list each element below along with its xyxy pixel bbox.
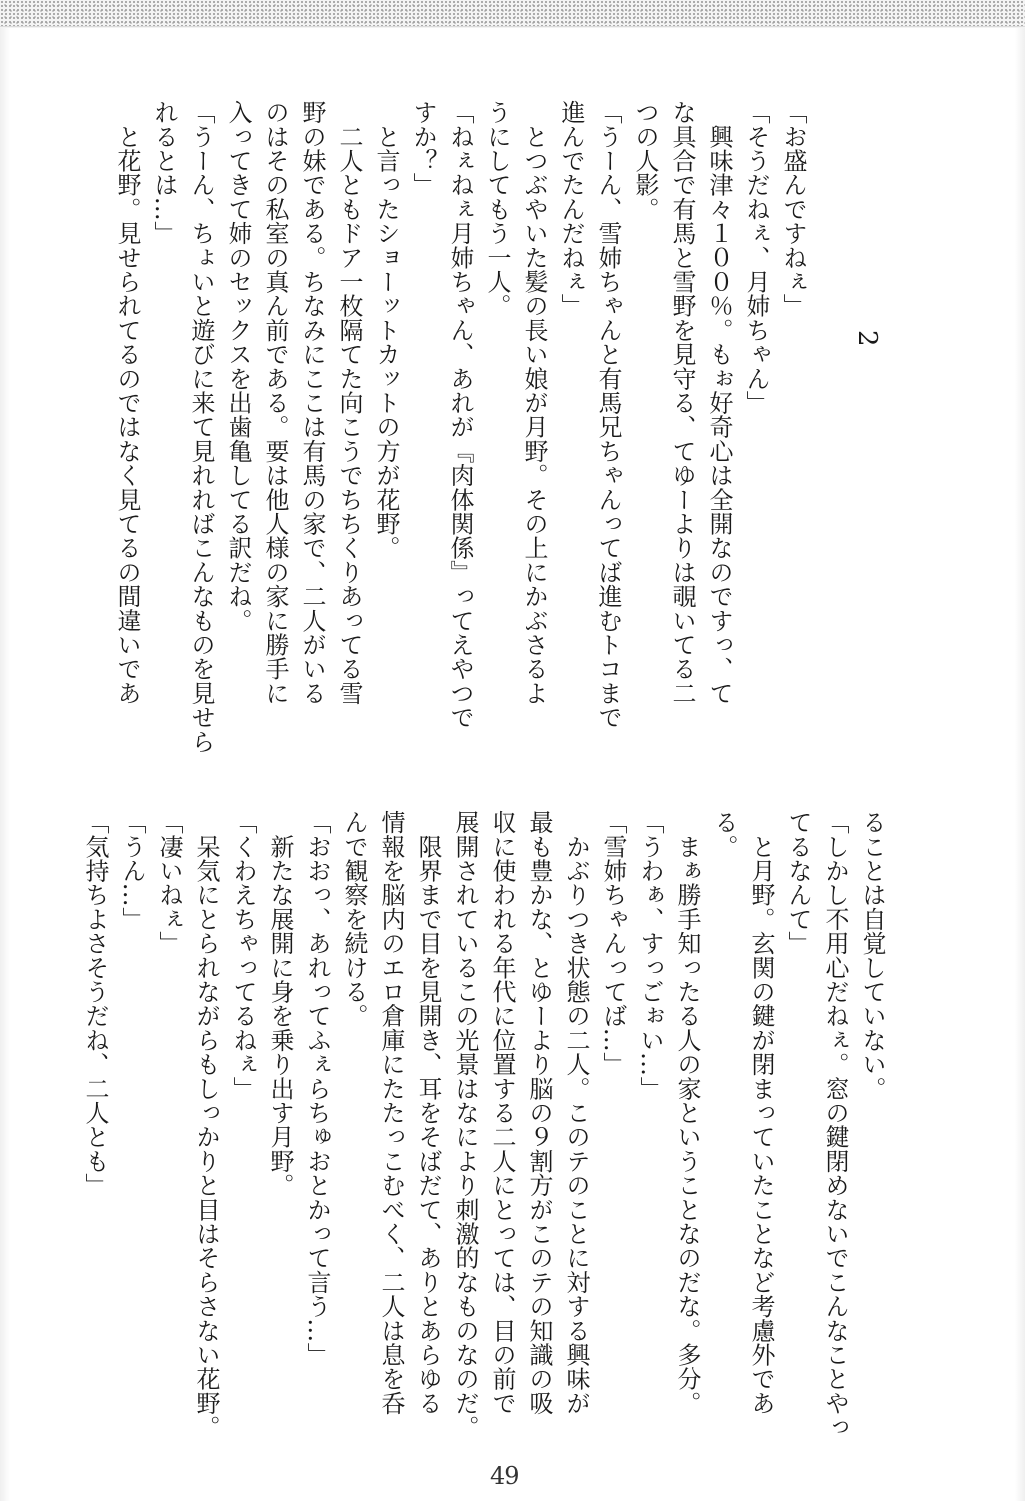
text-line: と花野。見せられてるのではなく見てるの間違いであ [113, 100, 141, 705]
text-line: 「しかし不用心だねぇ。窓の鍵閉めないでこんなことやっ [821, 810, 849, 1440]
text-line: とつぶやいた髪の長い娘が月野。その上にかぶさるよ [520, 100, 548, 705]
text-line: ることは自覚していない。 [858, 810, 886, 1101]
text-line: 最も豊かな、とゆーより脳の９割方がこのテの知識の吸 [525, 810, 553, 1415]
right-page-edge [1015, 28, 1025, 1501]
text-line: と言ったショーットカットの方が花野。 [372, 100, 400, 560]
text-line: てるなんて」 [784, 810, 812, 956]
text-line: 「うーん、ちょいと遊びに来て見れればこんなものを見せら [187, 100, 215, 754]
text-line: 入ってきて姉のセックスを出歯亀してる訳だね。 [224, 100, 252, 633]
text-line: 「そうだねぇ、月姉ちゃん」 [742, 100, 770, 415]
text-line: 「おおっ、あれってふぇらちゅおとかって言う…」 [303, 810, 331, 1367]
bottom-text-block [76, 810, 890, 1470]
text-line: れるとは…」 [150, 100, 178, 246]
text-line: 呆気にとられながらもしっかりと目はそらさない花野。 [192, 810, 220, 1440]
text-line: 情報を脳内のエロ倉庫にたたっこむべく、二人は息を呑 [377, 810, 405, 1415]
text-line: 「うーん、雪姉ちゃんと有馬兄ちゃんってば進むトコまで [594, 100, 622, 730]
text-line: 「気持ちよさそうだね、二人とも」 [81, 810, 109, 1198]
text-line: んで観察を続ける。 [340, 810, 368, 1028]
top-text-block [108, 100, 885, 760]
text-line: 野の妹である。ちなみにここは有馬の家で、二人がいる [298, 100, 326, 705]
text-line: 「凄いねぇ」 [155, 810, 183, 956]
text-line: つの人影。 [631, 100, 659, 221]
text-line: 進んでたんだねぇ」 [557, 100, 585, 318]
left-page-edge [0, 28, 10, 1501]
text-line: 「お盛んですねぇ」 [779, 100, 807, 318]
text-line: 二人ともドア一枚隔てた向こうでちちくりあってる雪 [335, 100, 363, 705]
text-line: る。 [710, 810, 738, 859]
text-line: な具合で有馬と雪野を見守る、てゆーよりは覗いてる二 [668, 100, 696, 705]
text-line: すか？」 [409, 100, 437, 197]
text-line: かぶりつき状態の二人。このテのことに対する興味が [562, 810, 590, 1415]
top-border-shadow [0, 26, 1025, 28]
section-number: 2 [852, 330, 882, 347]
text-line [811, 100, 848, 760]
text-line: 収に使われる年代に位置する二人にとっては、目の前で [488, 810, 516, 1415]
text-line: 興味津々１００％。もぉ好奇心は全開なのですっ、て [705, 100, 733, 705]
text-line: 新たな展開に身を乗り出す月野。 [266, 810, 294, 1198]
text-line: 「うん…」 [118, 810, 146, 931]
text-line: うにしてもう一人。 [483, 100, 511, 318]
dotted-top-border [0, 0, 1025, 26]
text-line: 限界まで目を見開き、耳をそばだて、ありとあらゆる [414, 810, 442, 1415]
page-number: 49 [490, 1462, 519, 1490]
text-line: のはその私室の真ん前である。要は他人様の家に勝手に [261, 100, 289, 705]
text-line: 「ねぇねぇ月姉ちゃん、あれが『肉体関係』ってえやつで [446, 100, 474, 730]
text-line: と月野。玄関の鍵が閉まっていたことなど考慮外であ [747, 810, 775, 1415]
text-line: 「雪姉ちゃんってば…」 [599, 810, 627, 1077]
text-line: 「くわえちゃってるねぇ」 [229, 810, 257, 1101]
text-line: 「うわぁ、すっごぉい…」 [636, 810, 664, 1101]
text-line: 展開されているこの光景はなにより刺激的なものなのだ。 [451, 810, 479, 1440]
text-line: まぁ勝手知ったる人の家ということなのだな。多分。 [673, 810, 701, 1415]
